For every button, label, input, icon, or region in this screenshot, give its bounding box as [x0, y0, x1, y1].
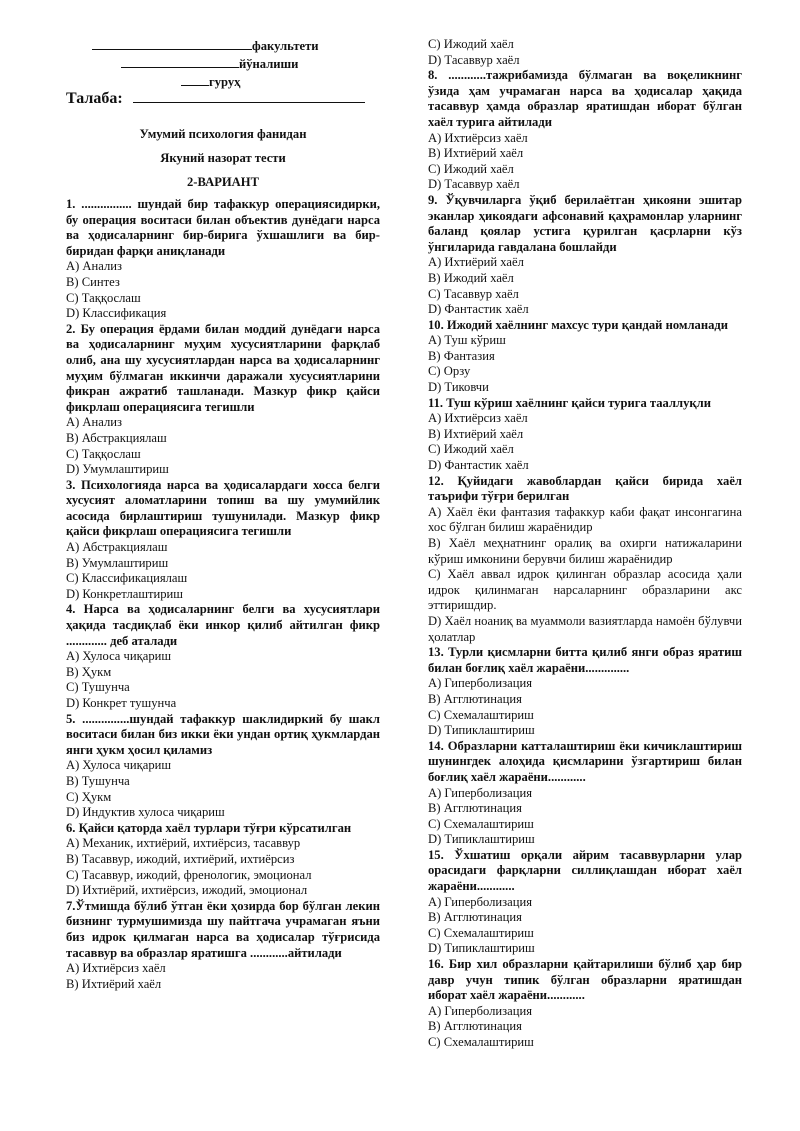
right-column	[428, 37, 742, 1051]
question-block	[428, 474, 742, 646]
question-text: 2. Бу операция ёрдами билан моддий дунёдаги нарса ва ҳодисаларнинг муҳим хусусиятларини фарқлаб олиб, ана шу хусусиятлардан нарса ва ҳодисаларнинг муҳим бўлмаган иккинчи даражали хусусиятларини фикран ажратиб ташланади. Мазкур фикр қайси фикрлаш операциясига тегишли	[66, 321, 380, 414]
answer-option[interactable]: C) Схемалаштириш	[428, 925, 534, 940]
answer-option[interactable]: A) Ихтиёрий хаёл	[428, 255, 524, 270]
question-block	[428, 68, 742, 193]
answer-option[interactable]: A) Хаёл ёки фантазия тафаккур каби фақат инсонгагина хос бўлган билиш жараёнидир	[428, 504, 742, 535]
answer-option[interactable]: A) Гиперболизация	[428, 785, 533, 800]
answer-option[interactable]: B) Тасаввур, ижодий, ихтиёрий, ихтиёрсиз	[66, 851, 295, 866]
answer-option[interactable]: C) Схемалаштириш	[428, 1035, 534, 1049]
answer-option[interactable]: D) Тиковчи	[428, 380, 489, 395]
question-block	[428, 739, 742, 848]
question-text: 13. Турли қисмларни битта қилиб янги образ яратиш билан боғлиқ хаёл жараёни..............	[428, 645, 742, 675]
answer-option[interactable]: C) Ҳукм	[66, 789, 112, 804]
question-text: 7.Ўтмишда бўлиб ўтган ёки ҳозирда бор бўлган лекин бизнинг турмушимизда шу пайтгача учрамаган яъни биз идрок қилмаган нарса ва ҳодисалар тўғрисида тасаввур ва образлар яратишга ............айтилади	[66, 898, 380, 960]
answer-option[interactable]: B) Абстракциялаш	[66, 430, 167, 445]
answer-option[interactable]: C) Тушунча	[66, 680, 130, 695]
faculty-line	[92, 37, 319, 55]
answer-option[interactable]: C) Классификациялаш	[66, 571, 188, 586]
subject-title: Умумий психология фанидан	[139, 127, 307, 141]
question-text: 11. Туш кўриш хаёлнинг қайси турига тааллуқли	[428, 395, 711, 410]
question-block	[428, 848, 742, 957]
answer-option[interactable]: B) Ихтиёрий хаёл	[428, 426, 524, 441]
question-block	[428, 318, 742, 396]
variant-title: 2-ВАРИАНТ	[187, 175, 259, 189]
faculty-blank[interactable]	[92, 38, 252, 50]
answer-option[interactable]: D) Типиклаштириш	[428, 723, 535, 738]
answer-option[interactable]: D) Умумлаштириш	[66, 462, 169, 477]
answer-option[interactable]: C) Ижодий хаёл	[428, 161, 514, 176]
question-block	[428, 957, 742, 1051]
question-text: 9. Ўқувчиларга ўқиб берилаётган ҳикояни эшитар эканлар ҳикоядаги афсонавий қаҳрамонлар уларнинг баланд қоялар устига қурилган қасрларни кўз ўнгиларида гавдалана бошлайди	[428, 192, 742, 254]
direction-blank[interactable]	[121, 56, 239, 68]
question-block	[66, 712, 380, 821]
answer-option[interactable]: C) Таққослаш	[66, 290, 141, 305]
answer-option[interactable]: A) Ихтиёрсиз хаёл	[428, 411, 528, 426]
faculty-label: факультети	[252, 39, 319, 53]
group-label: гуруҳ	[209, 75, 241, 89]
answer-option[interactable]: C) Ижодий хаёл	[428, 442, 514, 457]
question-7-continued-options	[428, 37, 742, 68]
student-line	[66, 88, 365, 109]
answer-option[interactable]: B) Ихтиёрий хаёл	[66, 976, 162, 991]
answer-option[interactable]: C) Тасаввур, ижодий, френологик, эмоционал	[66, 867, 312, 882]
question-text: 4. Нарса ва ҳодисаларнинг белги ва хусусиятлари ҳақида тасдиқлаб ёки инкор қилиб айтилган фикр ............. деб аталади	[66, 602, 380, 648]
answer-option[interactable]: A) Хулоса чиқариш	[66, 649, 172, 664]
answer-option[interactable]: A) Анализ	[66, 415, 122, 430]
answer-option[interactable]: A) Гиперболизация	[428, 894, 533, 909]
answer-option[interactable]: C) Тасаввур хаёл	[428, 286, 519, 301]
answer-option[interactable]: B) Хаёл меҳнатнинг оралиқ ва охирги натижаларини кўриш имконини берувчи билиш жараёнидир	[428, 536, 742, 566]
answer-option[interactable]: D) Хаёл ноаниқ ва муаммоли вазиятларда намоён бўлувчи ҳолатлар	[428, 613, 742, 644]
answer-option[interactable]: D) Типиклаштириш	[428, 941, 535, 956]
question-text: 10. Ижодий хаёлнинг махсус тури қандай номланади	[428, 317, 729, 332]
question-text: 12. Қуйидаги жавоблардан қайси бирида хаёл таърифи тўғри берилган	[428, 473, 742, 504]
answer-option[interactable]: A) Анализ	[66, 259, 122, 274]
question-list-left	[66, 197, 380, 992]
question-text: 6. Қайси қаторда хаёл турлари тўғри кўрсатилган	[66, 820, 352, 835]
answer-option[interactable]: D) Конкрет тушунча	[66, 696, 177, 710]
answer-option[interactable]: A) Хулоса чиқариш	[66, 758, 172, 773]
answer-option[interactable]: D) Фантастик хаёл	[428, 458, 529, 473]
answer-option[interactable]: C) Хаёл аввал идрок қилинган образлар асосида ҳали идрок қилинмаган нарсаларнинг образларини акс эттириш​дир.	[428, 567, 742, 613]
student-name-blank[interactable]	[133, 88, 365, 103]
question-block	[428, 193, 742, 318]
direction-line	[121, 55, 298, 73]
answer-option[interactable]: D) Типиклаштириш	[428, 832, 535, 847]
answer-option[interactable]: A) Абстракциялаш	[66, 540, 168, 555]
answer-option[interactable]: B) Агглютинация	[428, 1019, 522, 1034]
answer-option[interactable]: B) Ҳукм	[66, 664, 112, 679]
question-block	[66, 197, 380, 322]
question-text: 3. Психологияда нарса ва ҳодисалардаги хосса белги хусусият аломатларини топиш ва шу умумийлик асосида бирлаштириш тушунилади. Мазкур фикр қайси фикрлаш операциясига тегишли	[66, 477, 380, 539]
answer-option[interactable]: D) Классификация	[66, 306, 167, 321]
answer-option[interactable]: C) Орзу	[428, 364, 471, 379]
answer-option[interactable]: A) Гиперболизация	[428, 676, 533, 691]
student-label: Талаба:	[66, 90, 123, 107]
group-blank[interactable]	[181, 74, 209, 86]
question-text: 1. ................ шундай бир тафаккур операциясидирки, бу операция воситаси билан объектив дунёдаги нарса ва ҳодисаларнинг бир-бирига ўхшашлиги ва бир-биридан фарқи аниқланади	[66, 197, 380, 258]
question-text: 16. Бир хил образларни қайтарилиши бўлиб ҳар бир давр учун типик бўлган образларни яратишдан иборат хаёл жараёни............	[428, 957, 742, 1003]
question-block	[66, 478, 380, 603]
question-text: 15. Ўхшатиш орқали айрим тасаввурларни улар орасидаги фарқларни силлиқлашдан иборат хаёл жараёни............	[428, 847, 742, 894]
answer-option[interactable]: B) Умумлаштириш	[66, 555, 169, 570]
answer-option[interactable]: C) Таққослаш	[66, 446, 141, 461]
answer-option[interactable]: B) Ихтиёрий хаёл	[428, 146, 524, 161]
answer-option[interactable]: D) Индуктив хулоса чиқариш	[66, 805, 225, 820]
question-text: 14. Образларни катталаштириш ёки кичиклаштириш шунингдек алоҳида қисмларини ўзгартириш билан боғлиқ хаёл жараёни............	[428, 738, 742, 784]
answer-option[interactable]: D) Тасаввур хаёл	[428, 52, 520, 67]
answer-option[interactable]: B) Фантазия	[428, 348, 495, 363]
question-block	[66, 602, 380, 711]
answer-option[interactable]: B) Агглютинация	[428, 801, 522, 816]
answer-option[interactable]: C) Схемалаштириш	[428, 707, 534, 722]
answer-option[interactable]: D) Конкретлаштириш	[66, 586, 183, 601]
answer-option[interactable]: D) Фантастик хаёл	[428, 302, 529, 317]
question-text: 5. ...............шундай тафаккур шаклидиркий бу шакл воситаси билан биз икки ёки ундан ортиқ ҳукмлардан янги ҳукм ҳосил қиламиз	[66, 711, 380, 757]
answer-option[interactable]: B) Синтез	[66, 274, 120, 289]
test-title: Якуний назорат тести	[160, 151, 286, 165]
answer-option[interactable]: B) Агглютинация	[428, 691, 522, 706]
answer-option[interactable]: D) Тасаввур хаёл	[428, 177, 520, 192]
answer-option[interactable]: B) Тушунча	[66, 773, 130, 788]
direction-label: йўналиши	[239, 57, 299, 71]
question-block	[428, 396, 742, 474]
question-text: 8. ............тажрибамизда бўлмаган ва воқеликнинг ўзида ҳам учрамаган нарса ва ҳодисалар ҳақида тасаввур ҳамда образлар яратишдан иборат бўлган хаёл турига айтилади	[428, 68, 742, 129]
answer-option[interactable]: A) Механик, ихтиёрий, ихтиёрсиз, тасаввур	[66, 836, 301, 851]
question-block	[428, 645, 742, 739]
answer-option[interactable]: A) Гиперболизация	[428, 1003, 533, 1018]
answer-option[interactable]: C) Ижодий хаёл	[428, 37, 514, 51]
answer-option[interactable]: B) Ижодий хаёл	[428, 270, 514, 285]
answer-option[interactable]: A) Туш кўриш	[428, 333, 506, 348]
answer-option[interactable]: A) Ихтиёрсиз хаёл	[428, 130, 528, 145]
question-block	[66, 322, 380, 478]
question-block	[66, 821, 380, 899]
answer-option[interactable]: D) Ихтиёрий, ихтиёрсиз, ижодий, эмоционал	[66, 883, 308, 898]
answer-option[interactable]: A) Ихтиёрсиз хаёл	[66, 961, 166, 976]
answer-option[interactable]: B) Агглютинация	[428, 910, 522, 925]
answer-option[interactable]: C) Схемалаштириш	[428, 816, 534, 831]
question-list-right	[428, 68, 742, 1050]
question-block	[66, 899, 380, 993]
